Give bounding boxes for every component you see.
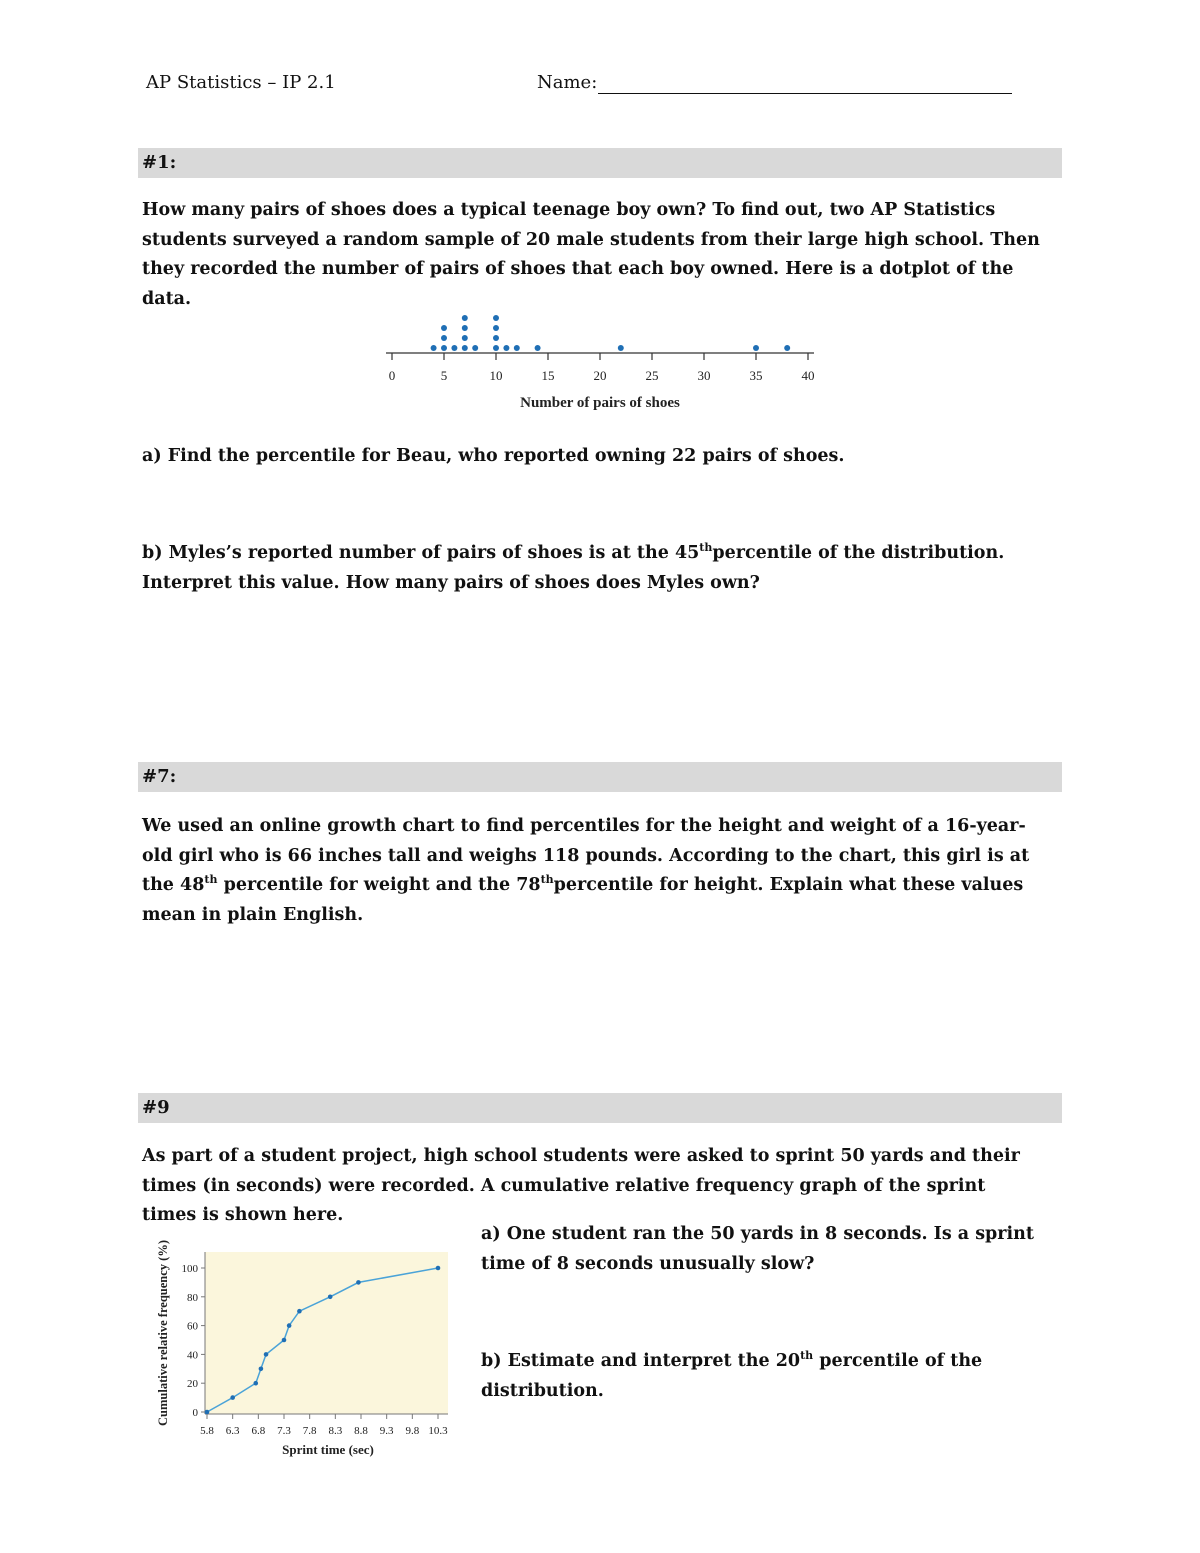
cum-x-tick-label: 6.3 xyxy=(225,1425,240,1437)
dotplot-point xyxy=(462,325,468,331)
dotplot-point xyxy=(784,345,790,351)
q1-part-a: a) Find the percentile for Beau, who reported owning 22 pairs of shoes. xyxy=(142,446,845,466)
dotplot-point xyxy=(493,345,499,351)
cum-y-tick-label: 80 xyxy=(187,1291,198,1304)
q9-intro: As part of a student project, high school students were asked to sprint 50 yards and their times (in seconds) were recorded. A cumulative relative frequency graph of the sprint times is shown here. xyxy=(142,1146,1020,1225)
dotplot-point xyxy=(493,335,499,341)
dotplot-tick-label: 15 xyxy=(541,368,555,383)
dotplot-tick-label: 25 xyxy=(645,368,659,383)
cum-point xyxy=(287,1323,292,1328)
dotplot-point xyxy=(441,335,447,341)
dotplot-point xyxy=(441,325,447,331)
dotplot-tick-label: 40 xyxy=(801,368,815,383)
cum-x-label: Sprint time (sec) xyxy=(282,1442,374,1457)
dotplot-point xyxy=(462,315,468,321)
name-label: Name: xyxy=(537,72,598,93)
name-underline[interactable] xyxy=(598,93,1012,94)
dotplot-point xyxy=(753,345,759,351)
cum-point xyxy=(264,1352,269,1357)
dotplot-point xyxy=(493,315,499,321)
cum-x-tick-label: 9.3 xyxy=(379,1425,394,1437)
cum-point xyxy=(259,1367,264,1372)
q1-part-b: b) Myles’s reported number of pairs of shoes is at the 45thpercentile of the distribution. Interpret this value. How many pairs of shoes does Myles own? xyxy=(142,541,1005,593)
q9-part-b: b) Estimate and interpret the 20th percentile of the distribution. xyxy=(481,1349,983,1401)
dotplot-point xyxy=(472,345,478,351)
cum-y-tick-label: 100 xyxy=(181,1263,198,1275)
cum-x-tick-label: 7.8 xyxy=(302,1425,317,1437)
q7-text: We used an online growth chart to find percentiles for the height and weight of a 16-year-old girl who is 66 inches tall and weighs 118 pounds. According to the chart, this girl is at the 48th percentile for weight and the 78thpercentile for height. Explain what these values mean in plain English. xyxy=(142,816,1030,925)
cum-point xyxy=(253,1381,258,1386)
cum-point xyxy=(230,1395,235,1400)
cum-x-tick-label: 9.8 xyxy=(405,1425,420,1437)
dotplot-point xyxy=(462,335,468,341)
dotplot-tick-label: 5 xyxy=(440,368,448,383)
dotplot-point xyxy=(503,345,509,351)
dotplot-tick-label: 0 xyxy=(388,368,396,383)
section-header-q7: #7: xyxy=(138,762,1062,792)
cum-x-tick-label: 7.3 xyxy=(277,1425,291,1437)
cum-y-tick-label: 40 xyxy=(187,1349,198,1362)
section-header-q9: #9 xyxy=(138,1093,1062,1123)
dotplot-x-label: Number of pairs of shoes xyxy=(520,395,680,411)
course-title: AP Statistics – IP 2.1 xyxy=(146,72,336,93)
dotplot-point xyxy=(493,325,499,331)
cum-y-label: Cumulative relative frequency (%) xyxy=(156,1240,170,1426)
cum-x-tick-label: 5.8 xyxy=(200,1425,214,1437)
cum-y-tick-label: 0 xyxy=(192,1407,198,1419)
dotplot-tick-label: 10 xyxy=(489,368,503,383)
dotplot-point xyxy=(431,345,437,351)
cum-point xyxy=(205,1410,210,1415)
section-header-q1: #1: xyxy=(138,148,1062,178)
q1-intro: How many pairs of shoes does a typical teenage boy own? To find out, two AP Statistics students surveyed a random sample of 20 male students from their large high school. Then they recorded the number of pairs of shoes that each boy owned. Here is a dotplot of the data. xyxy=(142,200,1040,309)
page-header xyxy=(146,72,1026,102)
cum-point xyxy=(436,1266,441,1271)
dotplot-point xyxy=(462,345,468,351)
shoes-dotplot xyxy=(380,305,820,415)
cum-x-tick-label: 8.8 xyxy=(354,1425,368,1437)
dotplot-point xyxy=(514,345,520,351)
cum-x-tick-label: 6.8 xyxy=(251,1425,266,1437)
dotplot-tick-label: 20 xyxy=(593,368,607,383)
dotplot-tick-label: 35 xyxy=(749,368,763,383)
cum-y-tick-label: 60 xyxy=(187,1320,198,1333)
dotplot-point xyxy=(535,345,541,351)
cum-point xyxy=(282,1338,287,1343)
sprint-cumulative-chart xyxy=(150,1220,455,1465)
cum-point xyxy=(356,1280,361,1285)
cum-x-tick-label: 10.3 xyxy=(428,1425,448,1437)
dotplot-point xyxy=(441,345,447,351)
cum-y-tick-label: 20 xyxy=(187,1378,198,1391)
dotplot-point xyxy=(451,345,457,351)
q9-part-a: a) One student ran the 50 yards in 8 seconds. Is a sprint time of 8 seconds unusually slow? xyxy=(481,1224,1034,1274)
dotplot-tick-label: 30 xyxy=(697,368,711,383)
cum-point xyxy=(328,1295,333,1300)
cum-point xyxy=(297,1309,302,1314)
cum-x-tick-label: 8.3 xyxy=(328,1425,343,1437)
dotplot-point xyxy=(618,345,624,351)
plot-background xyxy=(205,1252,448,1414)
